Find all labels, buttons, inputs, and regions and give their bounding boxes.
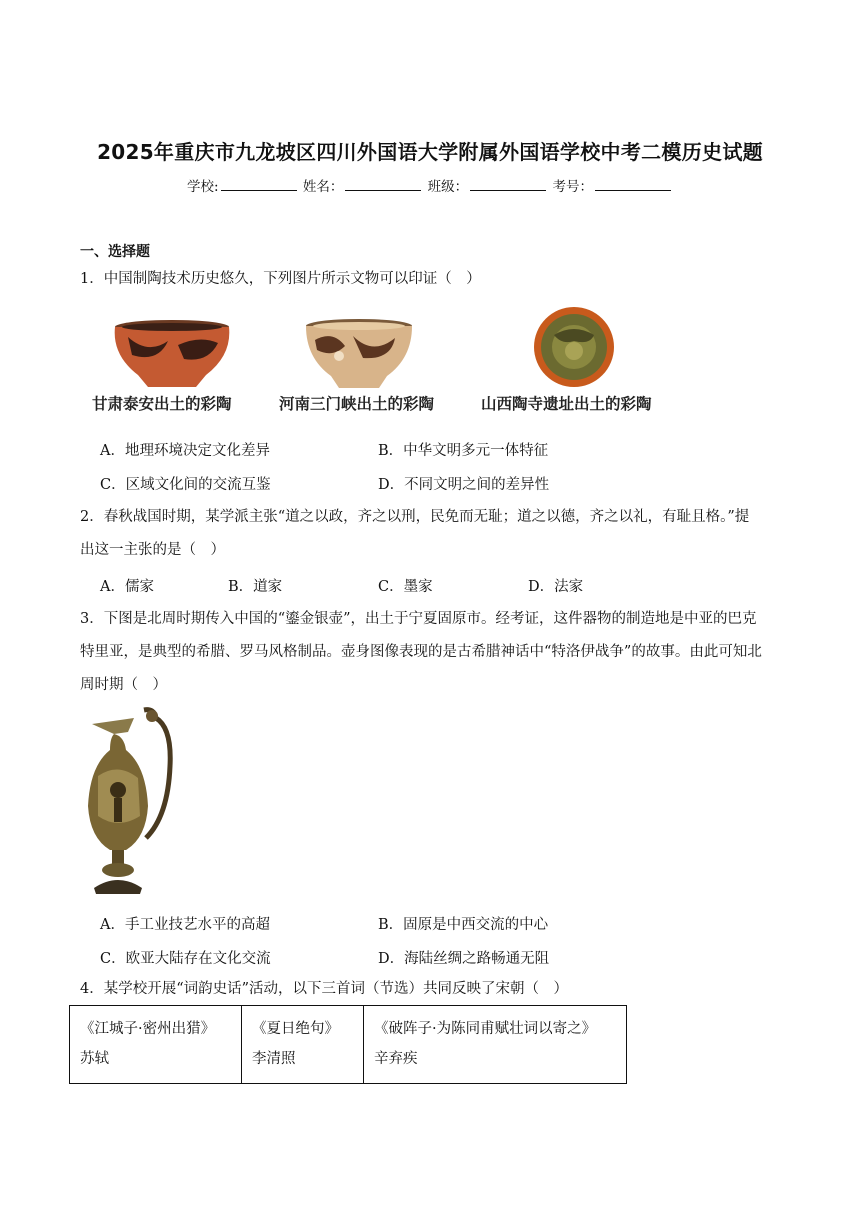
question-2-line-1: 2．春秋战国时期，某学派主张“道之以政，齐之以刑，民免而无耻；道之以德，齐之以礼，有耻且格。”提	[80, 509, 750, 525]
q1-option-c[interactable]: C．区域文化间的交流互鉴	[100, 477, 271, 493]
class-blank[interactable]	[470, 178, 546, 191]
question-3-line-2: 特里亚，是典型的希腊、罗马风格制品。壶身图像表现的是古希腊神话中“特洛伊战争”的故事。由此可知北	[80, 644, 762, 660]
q1-option-a[interactable]: A．地理环境决定文化差异	[100, 443, 270, 459]
school-label: 学校:	[187, 179, 219, 195]
section-heading: 一、选择题	[80, 244, 150, 260]
question-2-line-2: 出这一主张的是（ ）	[80, 542, 225, 558]
poem-cell	[364, 1006, 627, 1084]
question-4-stem: 4．某学校开展“词韵史话”活动，以下三首词（节选）共同反映了宋朝（ ）	[80, 981, 569, 997]
school-blank[interactable]	[221, 178, 297, 191]
poem-title: 《江城子·密州出猎》	[80, 1021, 216, 1037]
question-3-line-1: 3．下图是北周时期传入中国的“鎏金银壶”，出土于宁夏固原市。经考证，这件器物的制造地是中亚的巴克	[80, 611, 757, 627]
q2-option-a[interactable]: A．儒家	[100, 579, 154, 595]
question-1-stem: 1．中国制陶技术历史悠久，下列图片所示文物可以印证（ ）	[80, 271, 481, 287]
class-label: 班级：	[427, 179, 469, 195]
table-row	[70, 1006, 627, 1084]
poem-cell	[242, 1006, 364, 1084]
q3-option-d[interactable]: D．海陆丝绸之路畅通无阻	[378, 951, 550, 967]
poem-author: 苏轼	[80, 1051, 109, 1067]
name-blank[interactable]	[345, 178, 421, 191]
exam-no-label: 考号：	[552, 179, 593, 195]
poem-author: 辛弃疾	[374, 1051, 418, 1067]
q2-option-c[interactable]: C．墨家	[378, 579, 433, 595]
poem-title: 《夏日绝句》	[252, 1021, 339, 1037]
caption-shanxi: 山西陶寺遗址出土的彩陶	[481, 395, 652, 413]
exam-no-blank[interactable]	[595, 178, 671, 191]
pottery-image-gansu	[108, 315, 236, 393]
pottery-image-henan	[303, 316, 415, 392]
q2-option-d[interactable]: D．法家	[528, 579, 584, 595]
gilt-silver-ewer-image	[84, 706, 176, 898]
q3-option-a[interactable]: A．手工业技艺水平的高超	[100, 917, 270, 933]
poem-title: 《破阵子·为陈同甫赋壮词以寄之》	[374, 1021, 597, 1037]
poems-table	[69, 1005, 627, 1084]
name-label: 姓名：	[302, 179, 344, 195]
page-title: 2025年重庆市九龙坡区四川外国语大学附属外国语学校中考二模历史试题	[97, 140, 763, 164]
poem-cell	[70, 1006, 242, 1084]
caption-gansu: 甘肃泰安出土的彩陶	[92, 395, 232, 413]
q1-option-b[interactable]: B．中华文明多元一体特征	[378, 443, 549, 459]
poem-author: 李清照	[252, 1051, 296, 1067]
q2-option-b[interactable]: B．道家	[228, 579, 283, 595]
pottery-image-shanxi	[532, 305, 616, 389]
q3-option-c[interactable]: C．欧亚大陆存在文化交流	[100, 951, 271, 967]
q3-option-b[interactable]: B．固原是中西交流的中心	[378, 917, 549, 933]
question-3-line-3: 周时期（ ）	[80, 677, 167, 693]
student-info-line	[0, 175, 860, 195]
caption-henan: 河南三门峡出土的彩陶	[279, 395, 435, 413]
q1-option-d[interactable]: D．不同文明之间的差异性	[378, 477, 550, 493]
